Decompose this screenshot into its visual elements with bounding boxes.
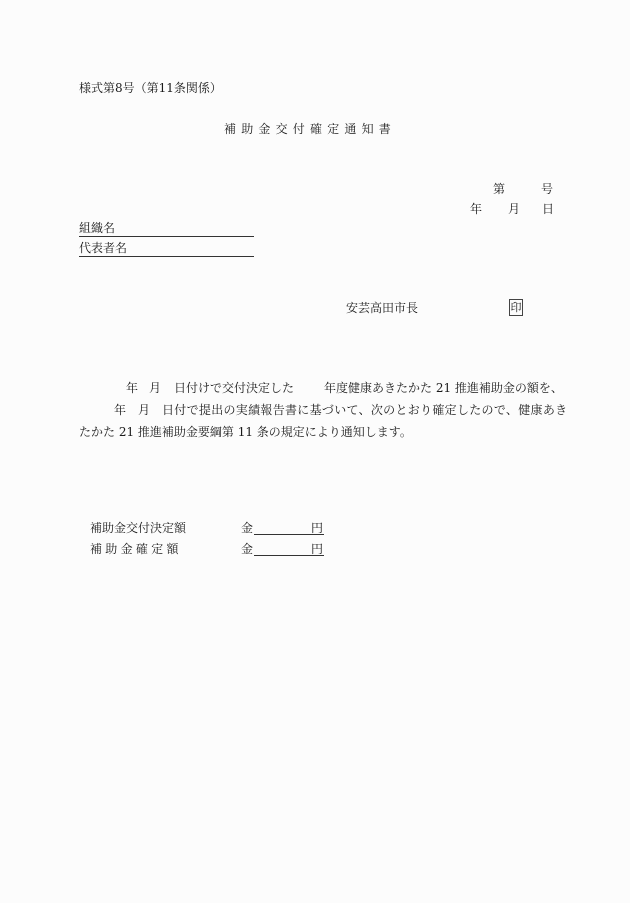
decided-amount-label: 補助金交付決定額 — [90, 521, 187, 535]
issuer-name: 安芸高田市長 — [346, 301, 419, 315]
confirmed-amount-prefix: 金 — [241, 542, 254, 556]
date-day: 日 — [542, 202, 555, 216]
body-line-3: たかた 21 推進補助金要綱第 11 条の規定により通知します。 — [79, 425, 412, 439]
seal-stamp-box: 印 — [510, 301, 522, 314]
organization-name-field: 組織名 — [79, 221, 254, 237]
decided-amount-prefix: 金 — [241, 521, 254, 535]
representative-name-field: 代表者名 — [79, 241, 254, 257]
date-month: 月 — [508, 202, 521, 216]
number-prefix: 第 — [493, 182, 506, 196]
date-year: 年 — [470, 202, 483, 216]
confirmed-amount-label: 補助金確定額 — [90, 542, 182, 556]
number-suffix: 号 — [541, 182, 554, 196]
confirmed-amount-suffix: 円 — [311, 542, 324, 556]
document-title: 補助金交付確定通知書 — [224, 122, 397, 136]
form-id: 様式第8号（第11条関係） — [79, 81, 222, 95]
decided-amount-suffix: 円 — [311, 521, 324, 535]
